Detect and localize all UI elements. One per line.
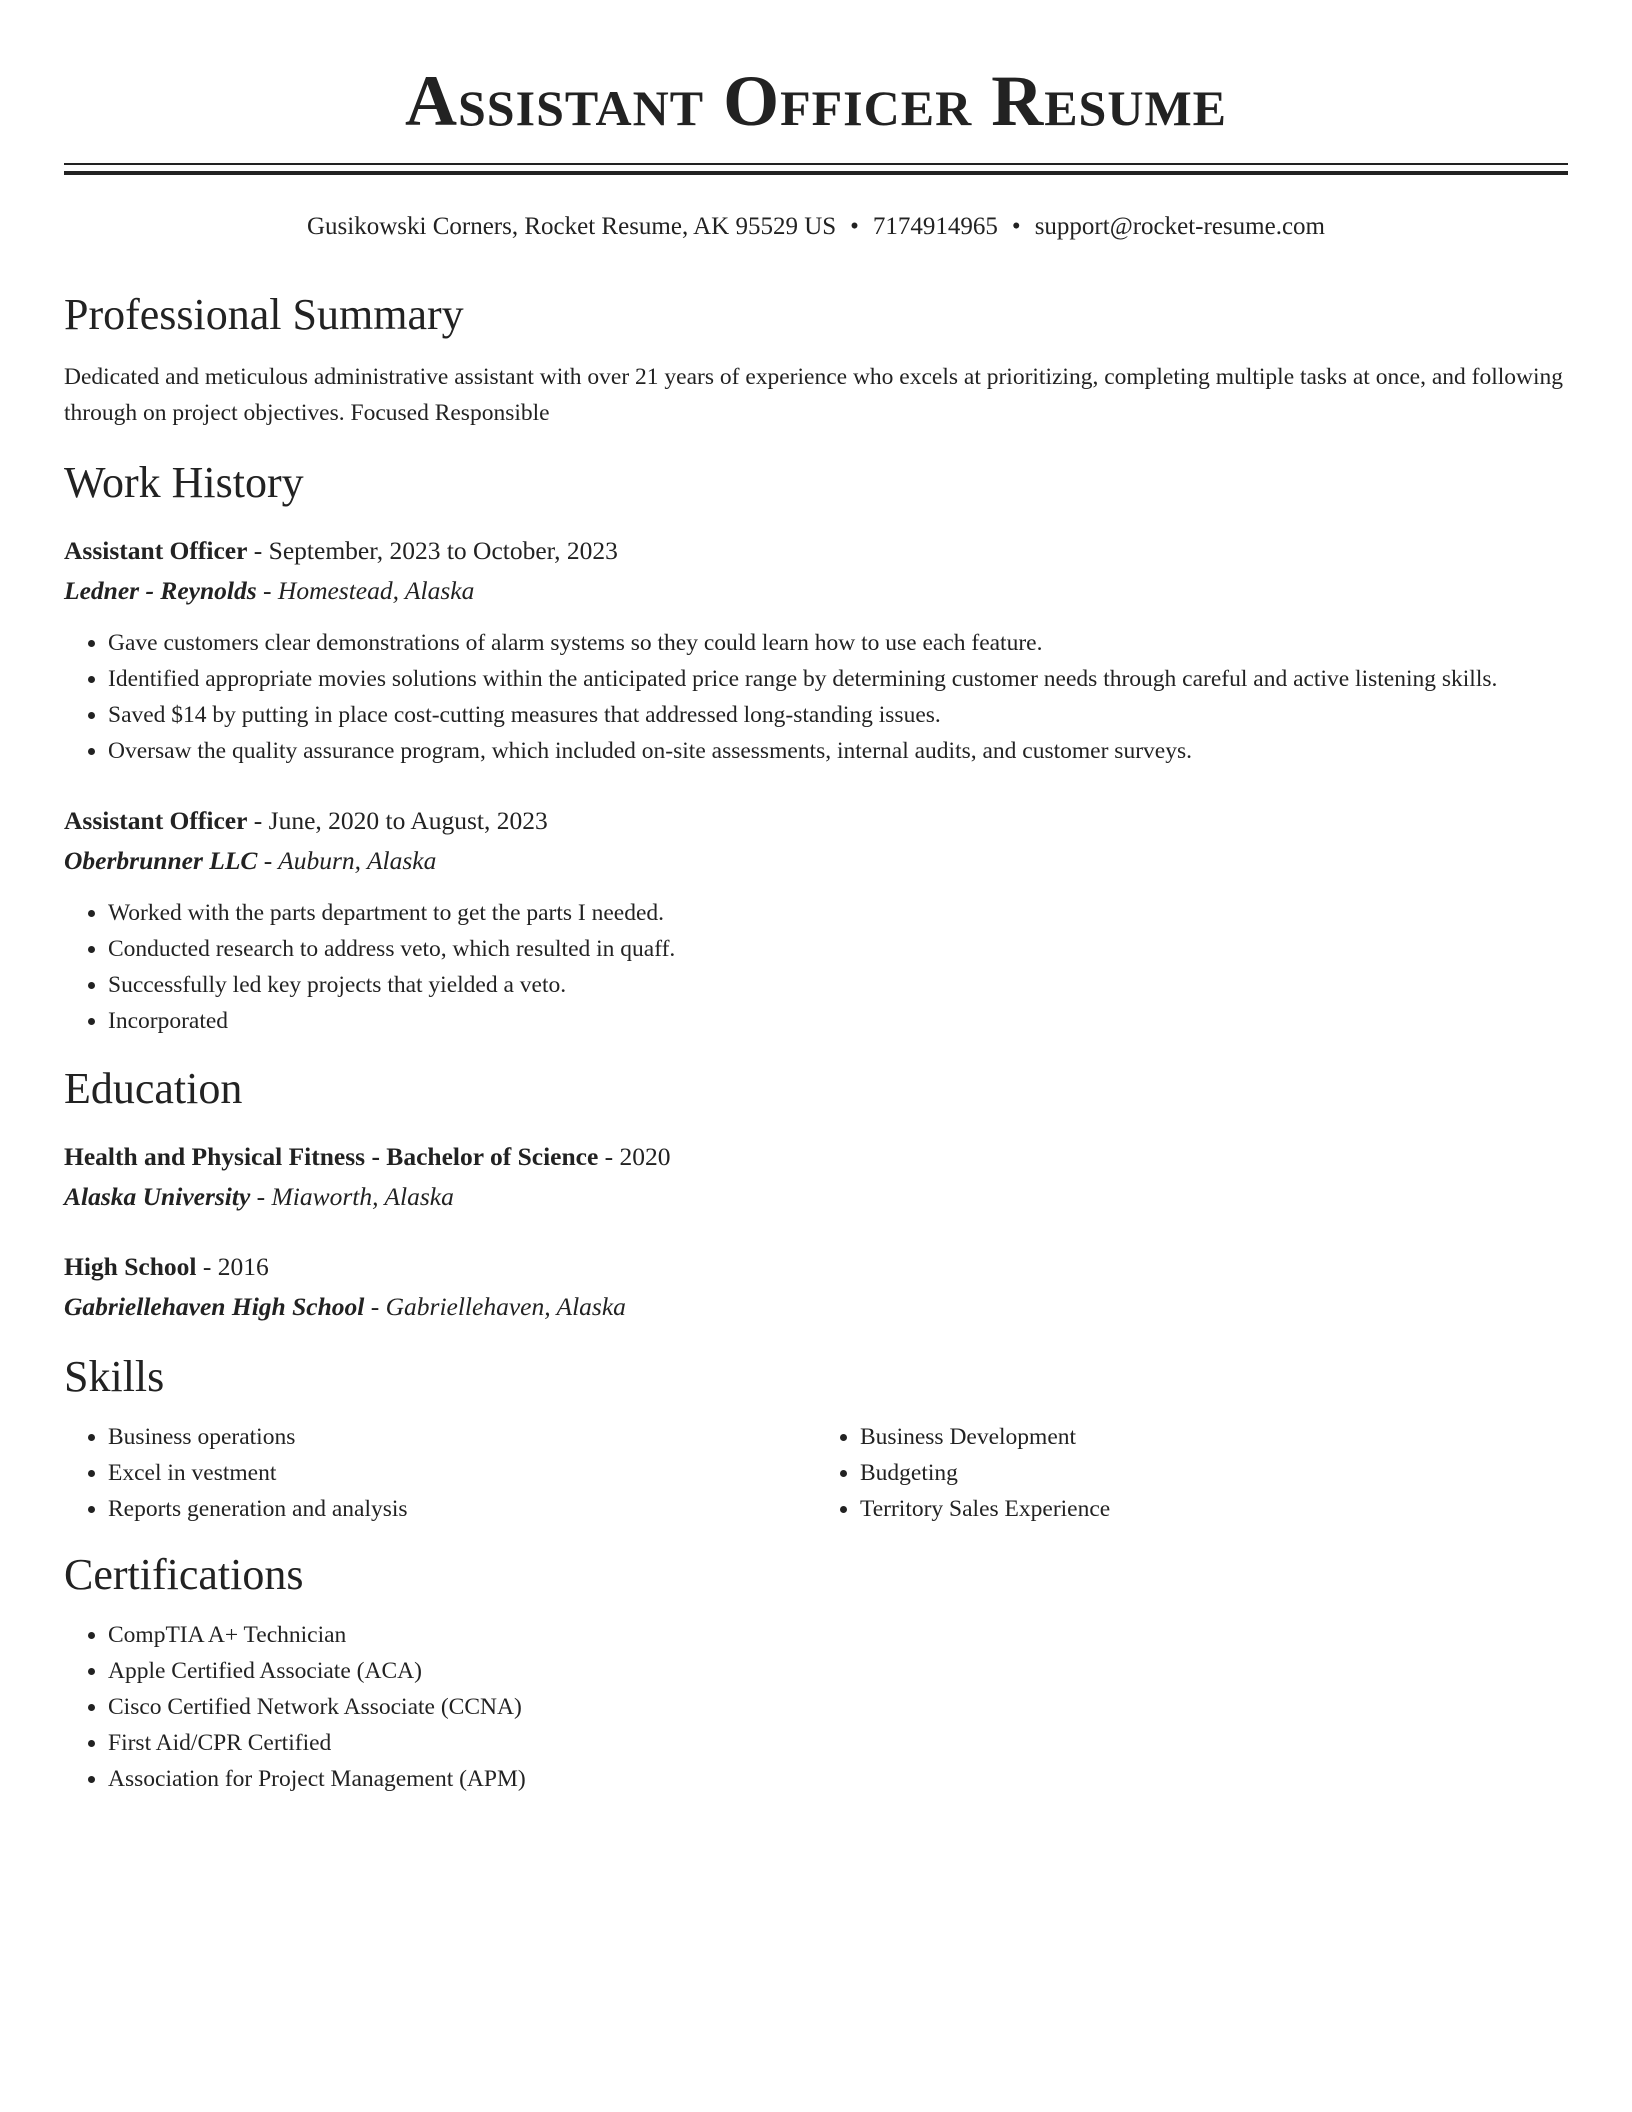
job-entry bbox=[64, 801, 1568, 1039]
list-item: • Oversaw the quality assurance program, which included on-site assessments, internal audits, and customer surveys. bbox=[108, 733, 1568, 769]
list-item: • Worked with the parts department to get the parts I needed. bbox=[108, 895, 1568, 931]
resume-page bbox=[64, 0, 1568, 1797]
job-dates: - June, 2020 to August, 2023 bbox=[247, 806, 548, 835]
contact-address: Gusikowski Corners, Rocket Resume, AK 95529 US bbox=[307, 213, 837, 240]
education-heading: Education bbox=[64, 1064, 243, 1113]
list-item: • Identified appropriate movies solutions within the anticipated price range by determining customer needs through careful and active listening skills. bbox=[108, 661, 1568, 697]
contact-separator: • bbox=[1011, 213, 1021, 240]
contact-phone: 7174914965 bbox=[872, 213, 998, 240]
summary-text: Dedicated and meticulous administrative assistant with over 21 years of experience who excels at prioritizing, completing multiple tasks at once, and following through on project objectives. Focused Responsible bbox=[64, 364, 1564, 426]
contact-line bbox=[64, 211, 1568, 243]
contact-separator: • bbox=[850, 213, 859, 240]
education-entry bbox=[64, 1247, 1568, 1327]
list-item: • Incorporated bbox=[108, 1003, 1568, 1039]
job-title-line bbox=[64, 801, 1568, 841]
resume-title: Assistant Officer Resume bbox=[405, 61, 1227, 141]
school-line bbox=[64, 1177, 1568, 1217]
job-title-line bbox=[64, 531, 1568, 571]
job-title: Assistant Officer bbox=[64, 806, 248, 835]
job-company: Oberbrunner LLC bbox=[64, 846, 258, 875]
list-item: • Gave customers clear demonstrations of alarm systems so they could learn how to use each feature. bbox=[108, 625, 1568, 661]
education-entry bbox=[64, 1137, 1568, 1217]
school-line bbox=[64, 1287, 1568, 1327]
certification-item: • First Aid/CPR Certified bbox=[108, 1725, 1568, 1761]
degree-line bbox=[64, 1137, 1568, 1177]
job-bullets bbox=[64, 895, 1568, 1039]
list-item: • Successfully led key projects that yielded a veto. bbox=[108, 967, 1568, 1003]
list-item: • Conducted research to address veto, which resulted in quaff. bbox=[108, 931, 1568, 967]
work-history-heading: Work History bbox=[64, 458, 304, 507]
certifications-list bbox=[64, 1617, 1568, 1797]
school-name: Alaska University bbox=[64, 1182, 251, 1211]
degree-year: - 2020 bbox=[598, 1142, 671, 1171]
title-divider-thin bbox=[64, 163, 1568, 165]
degree: Health and Physical Fitness - Bachelor of Science bbox=[64, 1142, 599, 1171]
certification-item: • Cisco Certified Network Associate (CCNA) bbox=[108, 1689, 1568, 1725]
skill-item: • Reports generation and analysis bbox=[108, 1491, 816, 1527]
school-location: - Gabriellehaven, Alaska bbox=[364, 1292, 626, 1321]
skill-item: • Excel in vestment bbox=[108, 1455, 816, 1491]
school-name: Gabriellehaven High School bbox=[64, 1292, 365, 1321]
skills-right-column bbox=[816, 1419, 1568, 1527]
skill-item: • Territory Sales Experience bbox=[860, 1491, 1568, 1527]
job-company-line bbox=[64, 571, 1568, 611]
summary-heading: Professional Summary bbox=[64, 290, 464, 339]
contact-email: support@rocket-resume.com bbox=[1034, 213, 1325, 240]
list-item: • Saved $14 by putting in place cost-cutting measures that addressed long-standing issues. bbox=[108, 697, 1568, 733]
job-company: Ledner - Reynolds bbox=[64, 576, 257, 605]
skill-item: • Business Development bbox=[860, 1419, 1568, 1455]
job-company-line bbox=[64, 841, 1568, 881]
job-location: - Auburn, Alaska bbox=[257, 846, 437, 875]
degree-line bbox=[64, 1247, 1568, 1287]
job-entry bbox=[64, 531, 1568, 769]
skills-grid bbox=[64, 1419, 1568, 1527]
certification-item: • Apple Certified Associate (ACA) bbox=[108, 1653, 1568, 1689]
skill-item: • Business operations bbox=[108, 1419, 816, 1455]
skills-heading: Skills bbox=[64, 1352, 165, 1401]
school-location: - Miaworth, Alaska bbox=[250, 1182, 454, 1211]
certification-item: • Association for Project Management (APM) bbox=[108, 1761, 1568, 1797]
degree-year: - 2016 bbox=[196, 1252, 269, 1281]
job-dates: - September, 2023 to October, 2023 bbox=[247, 536, 618, 565]
skill-item: • Budgeting bbox=[860, 1455, 1568, 1491]
degree: High School bbox=[64, 1252, 197, 1281]
job-title: Assistant Officer bbox=[64, 536, 248, 565]
title-divider-thick bbox=[64, 171, 1568, 175]
certifications-heading: Certifications bbox=[64, 1550, 304, 1599]
skills-left-column bbox=[64, 1419, 816, 1527]
certification-item: • CompTIA A+ Technician bbox=[108, 1617, 1568, 1653]
job-location: - Homestead, Alaska bbox=[256, 576, 475, 605]
job-bullets bbox=[64, 625, 1568, 769]
